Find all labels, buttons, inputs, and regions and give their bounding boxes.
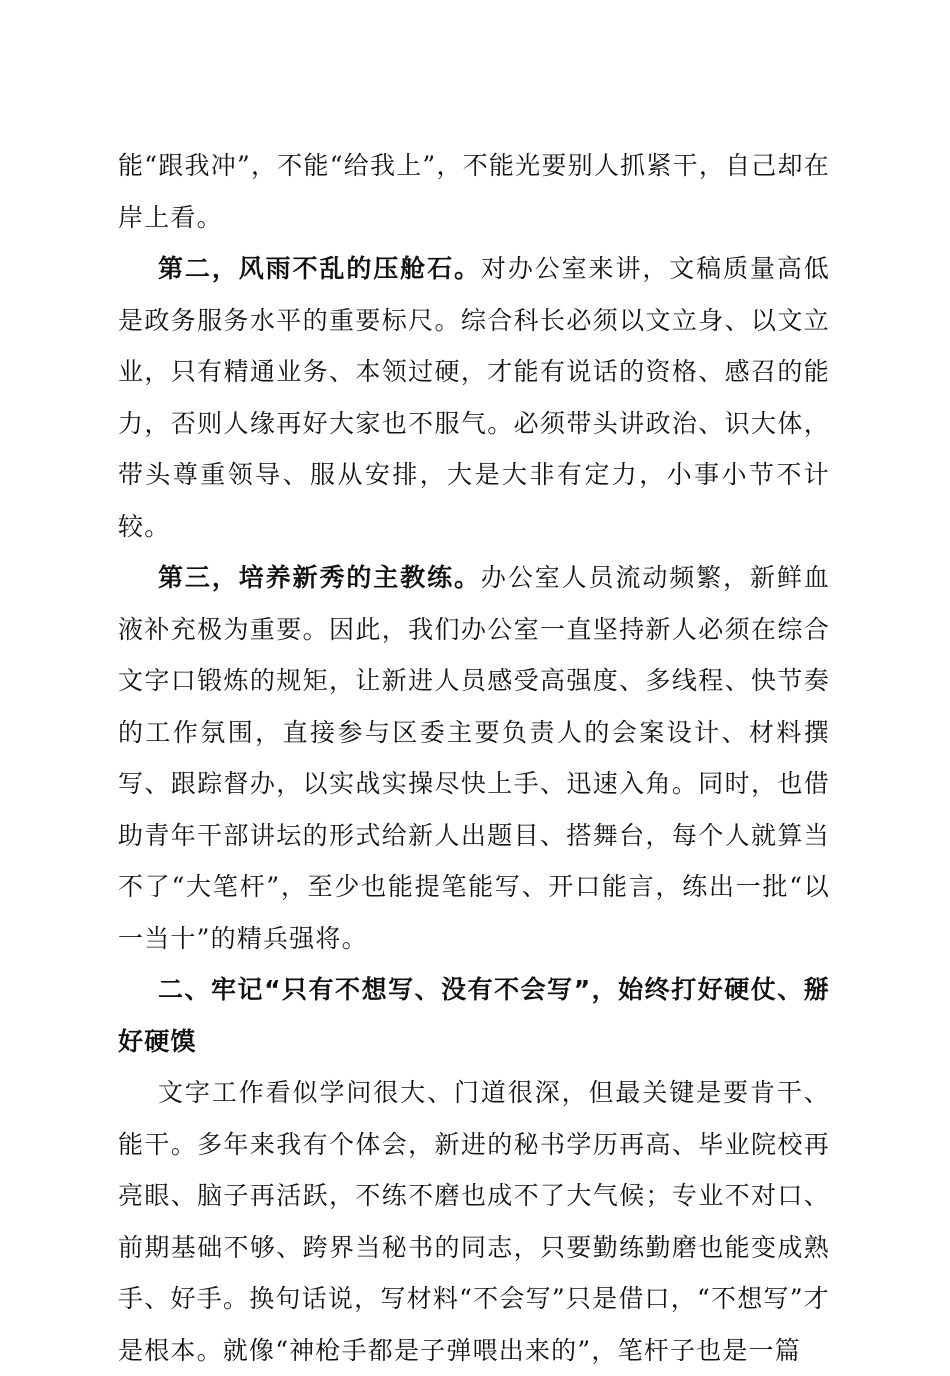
section-heading: 二、牢记“只有不想写、没有不会写”，始终打好硬仗、掰好硬馍 xyxy=(118,975,830,1056)
paragraph-lead: 第二，风雨不乱的压舱石。 xyxy=(158,254,481,283)
paragraph-text: 办公室人员流动频繁，新鲜血液补充极为重要。因此，我们办公室一直坚持新人必须在综合文字口锻炼的规矩，让新进人员感受高强度、多线程、快节奏的工作氛围，直接参与区委主要负责人的会案设计、材料撰写、跟踪督办，以实战实操尽快上手、迅速入角。同时，也借助青年干部讲坛的形式给新人出题目、搭舞台，每个人就算当不了“大笔杆”，至少也能提笔能写、开口能言，练出一批“以一当十”的精兵强将。 xyxy=(118,563,830,953)
paragraph-text: 对办公室来讲，文稿质量高低是政务服务水平的重要标尺。综合科长必须以文立身、以文立业，只有精通业务、本领过硬，才能有说话的资格、感召的能力，否则人缘再好大家也不服气。必须带头讲政治、识大体，带头尊重领导、服从安排，大是大非有定力，小事小节不计较。 xyxy=(118,254,830,541)
paragraph-third-point xyxy=(118,552,830,964)
document-body xyxy=(118,140,830,1376)
paragraph-lead: 第三，培养新秀的主教练。 xyxy=(158,563,481,592)
paragraph-second-point xyxy=(118,243,830,552)
paragraph-continuation xyxy=(118,140,830,243)
paragraph-text: 能“跟我冲”，不能“给我上”，不能光要别人抓紧干，自己却在岸上看。 xyxy=(118,151,830,232)
paragraph-section-body: 文字工作看似学问很大、门道很深，但最关键是要肯干、能干。多年来我有个体会，新进的秘书学历再高、毕业院校再亮眼、脑子再活跃，不练不磨也成不了大气候；专业不对口、前期基础不够、跨界当秘书的同志，只要勤练勤磨也能变成熟手、好手。换句话说，写材料“不会写”只是借口，“不想写”才是根本。就像“神枪手都是子弹喂出来的”，笔杆子也是一篇 xyxy=(118,1078,830,1365)
